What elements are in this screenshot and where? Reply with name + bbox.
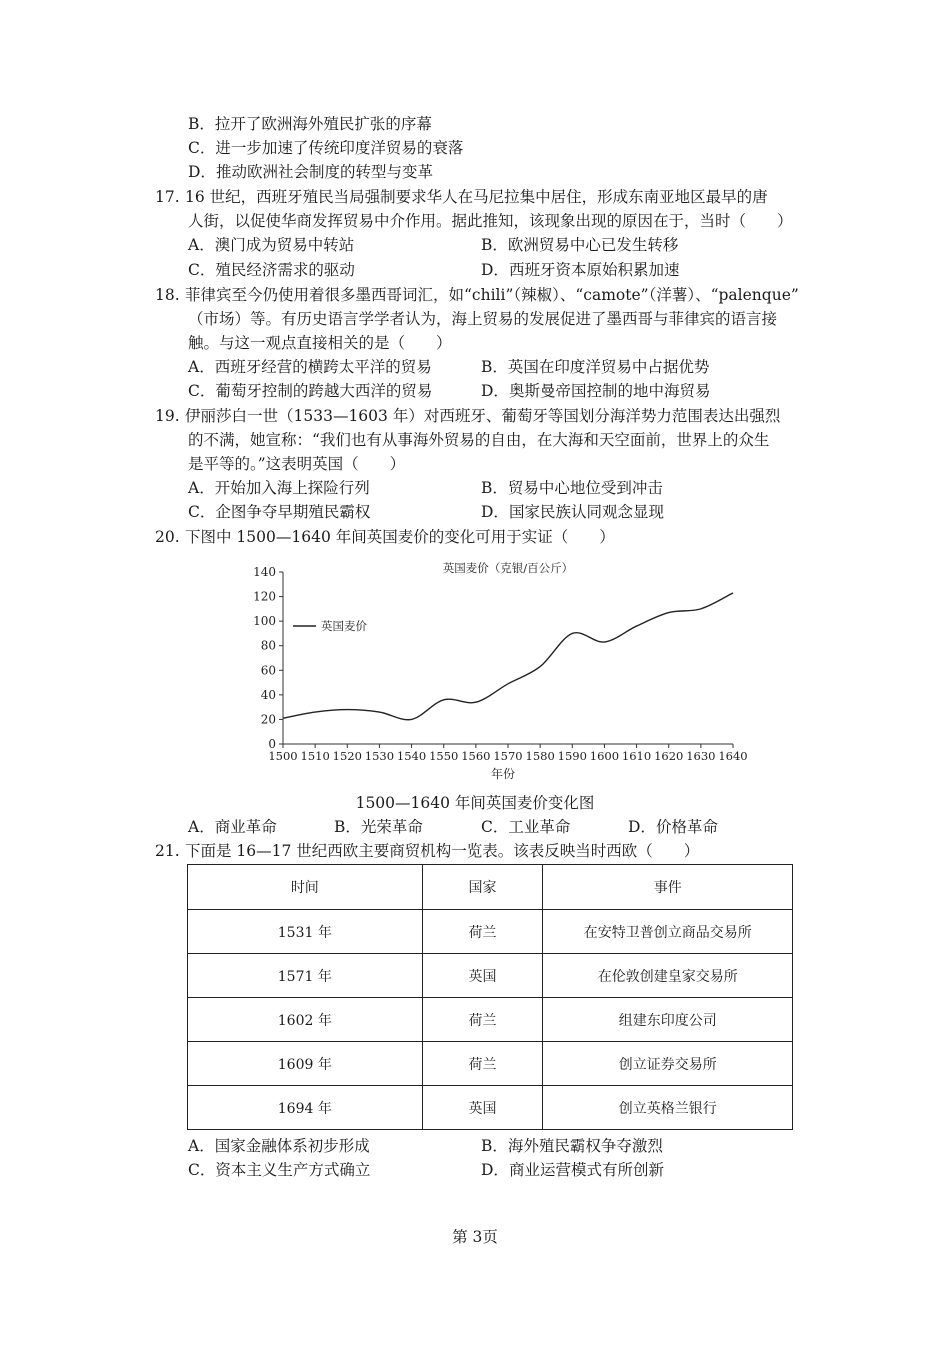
header-event: 事件 (543, 865, 793, 910)
q20-option-c: C．工业革命 (481, 818, 571, 836)
x-tick-label: 1540 (396, 749, 427, 763)
cell-country: 荷兰 (422, 998, 543, 1042)
q20-option-b: B．光荣革命 (334, 818, 423, 836)
header-time: 时间 (188, 865, 423, 910)
q19-stem-line-2: 的不满，她宣称：“我们也有从事海外贸易的自由，在大海和天空面前，世界上的众生 (188, 431, 770, 449)
q17-stem-line-2: 人街，以促使华商发挥贸易中介作用。据此推知，该现象出现的原因在于，当时（ ） (188, 212, 793, 230)
y-tick-label: 60 (260, 663, 276, 678)
q18-option-c: C．葡萄牙控制的跨越大西洋的贸易 (188, 382, 433, 400)
y-tick-label: 80 (260, 638, 276, 653)
table-row (188, 954, 793, 998)
x-tick-label: 1580 (525, 749, 555, 763)
q16-option-c: C．进一步加速了传统印度洋贸易的衰落 (188, 139, 464, 157)
table-row (188, 1086, 793, 1130)
x-tick-label: 1570 (493, 749, 523, 763)
cell-time: 1602 年 (188, 998, 423, 1042)
q20-option-d: D．价格革命 (628, 818, 718, 836)
q19-option-d: D．国家民族认同观念显现 (481, 503, 664, 521)
q16-option-b: B．拉开了欧洲海外殖民扩张的序幕 (188, 115, 432, 133)
y-tick-label: 40 (260, 687, 276, 702)
q18-stem-line-1: 18. 菲律宾至今仍使用着很多墨西哥词汇，如“chili”（辣椒）、“camote”（洋薯）、“palenque” (155, 286, 799, 304)
cell-event: 创立英格兰银行 (543, 1086, 793, 1130)
q18-option-a: A．西班牙经营的横跨太平洋的贸易 (188, 358, 432, 376)
y-tick-label: 120 (253, 589, 276, 604)
cell-country: 荷兰 (422, 910, 543, 954)
y-tick-label: 20 (260, 712, 276, 727)
q19-option-c: C．企图争夺早期殖民霸权 (188, 503, 371, 521)
cell-time: 1571 年 (188, 954, 423, 998)
q21-option-d: D．商业运营模式有所创新 (481, 1161, 664, 1179)
x-tick-label: 1630 (686, 749, 716, 763)
q20-chart-caption: 1500—1640 年间英国麦价变化图 (355, 794, 595, 812)
cell-event: 在伦敦创建皇家交易所 (543, 954, 793, 998)
q19-option-a: A．开始加入海上探险行列 (188, 479, 370, 497)
header-country: 国家 (422, 865, 543, 910)
y-tick-label: 100 (253, 614, 276, 629)
x-tick-label: 1530 (364, 749, 395, 763)
table-header-row (188, 865, 793, 910)
q17-option-b: B．欧洲贸易中心已发生转移 (481, 236, 679, 254)
x-tick-label: 1620 (654, 749, 684, 763)
x-tick-label: 1640 (718, 749, 748, 763)
table-row (188, 1042, 793, 1086)
q17-stem-line-1: 17. 16 世纪，西班牙殖民当局强制要求华人在马尼拉集中居住，形成东南亚地区最早的唐 (155, 188, 768, 206)
q21-option-c: C．资本主义生产方式确立 (188, 1161, 371, 1179)
y-tick-label: 140 (253, 565, 276, 579)
x-tick-label: 1500 (268, 749, 298, 763)
cell-country: 荷兰 (422, 1042, 543, 1086)
q21-option-a: A．国家金融体系初步形成 (188, 1137, 370, 1155)
q20-option-a: A．商业革命 (188, 818, 277, 836)
q18-stem-line-2: （市场）等。有历史语言学学者认为，海上贸易的发展促进了墨西哥与菲律宾的语言接 (188, 310, 778, 328)
x-tick-label: 1610 (621, 749, 652, 763)
x-tick-label: 1600 (589, 749, 620, 763)
q16-option-d: D．推动欧洲社会制度的转型与变革 (188, 163, 433, 181)
q20-stem: 20. 下图中 1500—1640 年间英国麦价的变化可用于实证（ ） (155, 528, 615, 546)
q18-option-d: D．奥斯曼帝国控制的地中海贸易 (481, 382, 711, 400)
table-row (188, 910, 793, 954)
legend-label: 英国麦价 (321, 619, 367, 633)
q21-option-b: B．海外殖民霸权争夺激烈 (481, 1137, 663, 1155)
series-line-wheat-price (283, 593, 733, 720)
cell-time: 1531 年 (188, 910, 423, 954)
x-tick-label: 1590 (557, 749, 587, 763)
q18-stem-line-3: 触。与这一观点直接相关的是（ ） (188, 334, 452, 352)
q17-option-a: A．澳门成为贸易中转站 (188, 236, 355, 254)
x-tick-label: 1550 (429, 749, 459, 763)
cell-event: 创立证券交易所 (543, 1042, 793, 1086)
x-axis-label: 年份 (490, 767, 516, 781)
cell-country: 英国 (422, 954, 543, 998)
wheat-price-chart (240, 558, 750, 788)
cell-time: 1694 年 (188, 1086, 423, 1130)
x-tick-label: 1520 (332, 749, 362, 763)
chart-title: 英国麦价（克银/百公斤） (442, 561, 574, 575)
cell-event: 组建东印度公司 (543, 998, 793, 1042)
cell-time: 1609 年 (188, 1042, 423, 1086)
table-row (188, 998, 793, 1042)
q18-option-b: B．英国在印度洋贸易中占据优势 (481, 358, 710, 376)
q19-stem-line-1: 19. 伊丽莎白一世（1533—1603 年）对西班牙、葡萄牙等国划分海洋势力范围表达出强烈 (155, 407, 781, 425)
q19-option-b: B．贸易中心地位受到冲击 (481, 479, 663, 497)
trade-institutions-table (187, 864, 793, 1130)
y-tick-label: 0 (268, 737, 276, 751)
q19-stem-line-3: 是平等的。”这表明英国（ ） (188, 455, 406, 473)
x-tick-label: 1510 (300, 749, 330, 763)
x-tick-label: 1560 (461, 749, 491, 763)
cell-country: 英国 (422, 1086, 543, 1130)
cell-event: 在安特卫普创立商品交易所 (543, 910, 793, 954)
q17-option-d: D．西班牙资本原始积累加速 (481, 261, 680, 279)
page-number: 第 3页 (452, 1228, 498, 1246)
q17-option-c: C．殖民经济需求的驱动 (188, 261, 355, 279)
q21-stem: 21. 下面是 16—17 世纪西欧主要商贸机构一览表。该表反映当时西欧（ ） (155, 842, 700, 860)
